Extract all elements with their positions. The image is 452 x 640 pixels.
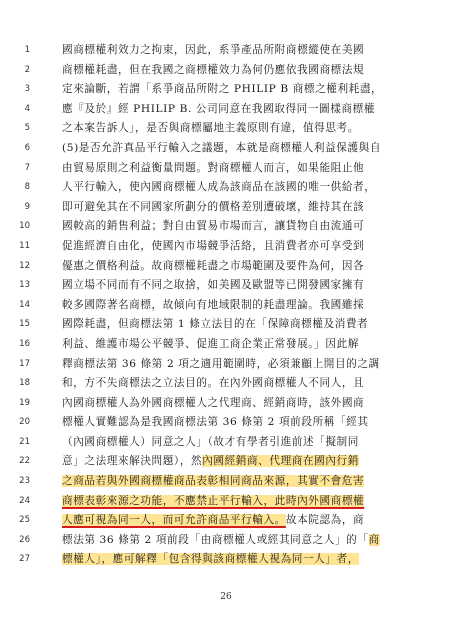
text-line — [0, 119, 452, 139]
text-line — [0, 374, 452, 394]
line-number: 18 — [19, 378, 30, 389]
line-text — [62, 531, 432, 551]
text-segment: 定來論斷，若謂「系爭商品所附之 PHILIP B 商標之權利耗盡， — [62, 83, 383, 96]
line-number: 24 — [19, 495, 30, 506]
line-number: 9 — [24, 201, 30, 212]
line-text — [62, 257, 432, 277]
text-segment: 較多國際著名商標，故傾向有地域限制的耗盡理論。我國雖採 — [62, 298, 365, 311]
line-text — [62, 41, 432, 61]
text-segment: 國商標權利效力之拘束，因此，系爭產品所附商標縱使在美國 — [62, 44, 365, 56]
line-text — [62, 159, 432, 179]
text-segment: 和，方不失商標法之立法目的。在內外國商標權人不同人，且 — [62, 377, 365, 390]
text-line — [0, 41, 452, 61]
text-segment: 標法第 36 條第 2 項前段「由商標權人或經其同意之人」的「 — [62, 533, 369, 546]
line-text — [62, 492, 432, 512]
text-segment: 利益、維護市場公平競爭、促進工商企業正常發展。」因此解 — [62, 337, 359, 350]
text-line — [0, 550, 452, 570]
text-line — [0, 159, 452, 179]
line-text — [62, 119, 432, 139]
text-segment: 即可避免其在不同國家所劃分的價格差別遭破壞，維持其在該 — [62, 200, 365, 213]
line-text — [62, 511, 432, 531]
text-line — [0, 413, 452, 433]
line-text — [62, 394, 432, 414]
text-line — [0, 237, 452, 257]
highlighted-text: 之商品若與外國商標權商品表彰相同商品來源，其實不會危害 — [62, 475, 365, 488]
line-text — [62, 433, 432, 453]
line-text — [62, 100, 432, 120]
text-line — [0, 355, 452, 375]
line-number: 25 — [19, 515, 30, 526]
line-number: 7 — [24, 162, 30, 173]
line-number: 16 — [19, 338, 30, 349]
text-segment: 由貿易原則之利益衡量問題。對商標權人而言，如果能阻止他 — [62, 161, 365, 174]
line-number: 10 — [19, 221, 30, 232]
text-line — [0, 394, 452, 414]
line-number: 22 — [19, 456, 30, 467]
text-line — [0, 511, 452, 531]
text-segment: 意」之法理來解決問題），然 — [62, 455, 203, 468]
line-text — [62, 198, 432, 218]
line-number: 11 — [19, 240, 30, 251]
text-line — [0, 492, 452, 512]
line-text — [62, 80, 432, 100]
line-number: 6 — [24, 142, 30, 153]
line-number: 19 — [19, 397, 30, 408]
line-number: 23 — [19, 476, 30, 487]
text-segment: 內國商標權人為外國商標權人之代理商、經銷商時，該外國商 — [62, 396, 365, 409]
text-line — [0, 433, 452, 453]
text-line — [0, 198, 452, 218]
text-segment: 商標權耗盡，但在我國之商標權效力為何仍應依我國商標法規 — [62, 63, 365, 76]
text-line — [0, 80, 452, 100]
line-number: 26 — [19, 534, 30, 545]
line-text — [62, 335, 432, 355]
line-text — [62, 315, 432, 335]
text-segment: 之本案告訴人」，是否與商標屬地主義原則有違，值得思考。 — [62, 122, 359, 135]
text-segment: 促進經濟自由化，使國內市場競爭活絡，且消費者亦可享受到 — [62, 239, 365, 252]
text-line — [0, 276, 452, 296]
text-segment: （內國商標權人）同意之人」（故才有學者引進前述「擬制同 — [62, 435, 359, 448]
line-text — [62, 296, 432, 316]
line-number: 15 — [19, 319, 30, 330]
text-line — [0, 335, 452, 355]
document-body — [0, 41, 452, 570]
text-line — [0, 217, 452, 237]
line-number: 13 — [19, 280, 30, 291]
text-line — [0, 100, 452, 120]
text-line — [0, 178, 452, 198]
highlighted-text: 商 — [368, 533, 380, 546]
text-line — [0, 61, 452, 81]
line-number: 5 — [24, 123, 30, 134]
page-number: 26 — [220, 592, 232, 602]
line-text — [62, 550, 432, 570]
text-line — [0, 452, 452, 472]
line-text — [62, 61, 432, 81]
line-number: 1 — [24, 45, 30, 55]
line-number: 12 — [19, 260, 30, 271]
text-segment: (5)是否允許真品平行輸入之議題，本就是商標權人利益保護與自 — [62, 141, 382, 154]
line-number: 14 — [19, 299, 30, 310]
line-number: 27 — [19, 554, 30, 565]
text-line — [0, 315, 452, 335]
line-number: 4 — [24, 103, 30, 114]
text-segment: 國立場不同而有不同之取捨，如美國及歐盟等已開發國家擁有 — [62, 279, 365, 292]
line-text — [62, 472, 432, 492]
text-line — [0, 296, 452, 316]
line-text — [62, 276, 432, 296]
highlighted-text: 標權人」，應可解釋「包含得與該商標權人視為同一人」者， — [62, 553, 359, 566]
line-text — [62, 217, 432, 237]
line-number: 3 — [24, 84, 30, 95]
line-number: 20 — [19, 417, 30, 428]
line-text — [62, 374, 432, 394]
highlighted-text: 商標表彰來源之功能，不應禁止平行輸入，此時內外國商標權 — [62, 494, 365, 507]
text-segment: 應『及於』經 PHILIP B. 公司同意在我國取得同一圖樣商標權 — [62, 102, 376, 115]
line-text — [62, 413, 432, 433]
highlighted-text: 內國經銷商、代理商在國內行銷 — [202, 455, 359, 468]
text-segment: 優惠之價格利益。故商標權耗盡之市場範圍及要件為何，因各 — [62, 259, 365, 272]
text-segment: 國際耗盡，但商標法第 1 條立法目的在「保障商標權及消費者 — [62, 318, 369, 331]
line-text — [62, 237, 432, 257]
line-number: 2 — [24, 64, 30, 75]
highlighted-text: 人應可視為同一人，而可允許商品平行輸入。 — [62, 514, 286, 527]
text-segment: 國較高的銷售利益；對自由貿易市場而言，讓貨物自由流通可 — [62, 220, 365, 233]
text-segment: 人平行輸入，使內國商標權人成為該商品在該國的唯一供給者， — [62, 181, 376, 194]
text-segment: 標權人實難認為是我國商標法第 36 條第 2 項前段所稱「經其 — [62, 416, 369, 429]
text-line — [0, 257, 452, 277]
text-line — [0, 139, 452, 159]
text-line — [0, 472, 452, 492]
text-segment: 故本院認為，商 — [285, 514, 365, 527]
line-text — [62, 178, 432, 198]
text-segment: 釋商標法第 36 條第 2 項之適用範圍時，必須兼顧上開目的之調 — [62, 357, 380, 370]
line-number: 8 — [24, 182, 30, 193]
line-number: 21 — [19, 436, 30, 447]
line-number: 17 — [19, 358, 30, 369]
line-text — [62, 452, 432, 472]
text-line — [0, 531, 452, 551]
line-text — [62, 139, 432, 159]
line-text — [62, 355, 432, 375]
